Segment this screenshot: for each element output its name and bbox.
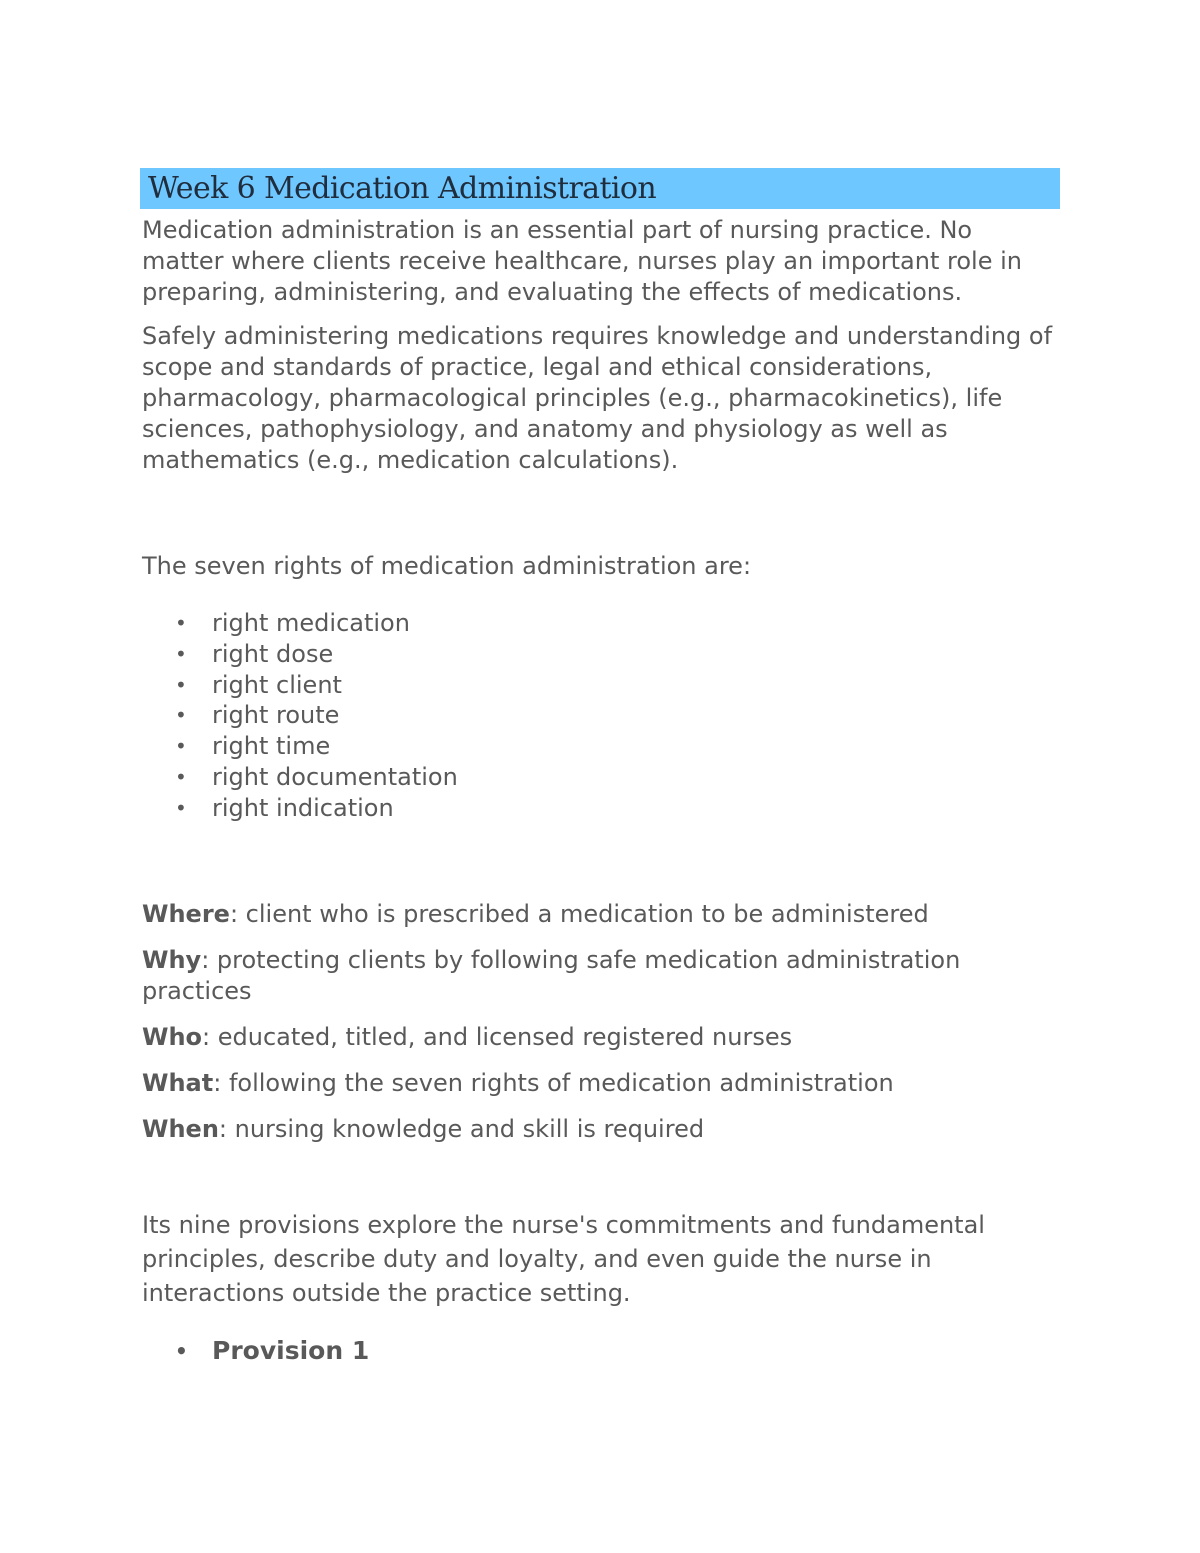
qa-label: Why — [142, 945, 202, 974]
list-item — [142, 700, 1060, 731]
qa-text: : educated, titled, and licensed registered nurses — [202, 1022, 793, 1051]
bullet-icon: • — [175, 764, 187, 789]
qa-text: : client who is prescribed a medication to be administered — [229, 899, 929, 928]
list-item-text: right dose — [212, 639, 334, 668]
qa-text: : protecting clients by following safe medication administration practices — [142, 945, 961, 1005]
qa-text: : nursing knowledge and skill is required — [218, 1114, 705, 1143]
list-item — [142, 670, 1060, 701]
qa-when — [142, 1114, 1060, 1145]
bullet-icon: • — [175, 734, 187, 759]
bullet-icon: • — [175, 795, 187, 820]
document-page — [142, 168, 1060, 1368]
bullet-icon: • — [175, 1338, 188, 1363]
list-item — [142, 793, 1060, 824]
qa-where — [142, 899, 1060, 930]
qa-why — [142, 945, 1060, 1007]
list-item — [142, 731, 1060, 762]
qa-label: What — [142, 1068, 214, 1097]
qa-text: : following the seven rights of medication administration — [213, 1068, 894, 1097]
provisions-paragraph: Its nine provisions explore the nurse's commitments and fundamental principles, describe duty and loyalty, and even guide the nurse in interactions outside the practice setting. — [142, 1210, 985, 1307]
list-item-text: right time — [212, 732, 331, 761]
provision-label: Provision 1 — [212, 1335, 370, 1365]
list-item — [142, 762, 1060, 793]
qa-what — [142, 1068, 1060, 1099]
provisions-list — [142, 1334, 1060, 1368]
qa-label: Where — [142, 899, 230, 928]
list-item — [142, 608, 1060, 639]
rights-intro: The seven rights of medication administration are: — [142, 552, 752, 580]
list-item — [142, 639, 1060, 670]
intro-paragraph: Medication administration is an essential part of nursing practice. No matter where clients receive healthcare, nurses play an important role in preparing, administering, and evaluating the effects of medications. — [142, 216, 1022, 306]
qa-who — [142, 1022, 1060, 1053]
bullet-icon: • — [175, 672, 187, 697]
list-item-text: right indication — [212, 793, 394, 822]
title-highlight — [140, 168, 1060, 209]
qa-label: Who — [142, 1022, 203, 1051]
list-item-text: right documentation — [212, 762, 458, 791]
list-item — [142, 1334, 1060, 1368]
list-item-text: right route — [212, 701, 340, 730]
qa-label: When — [142, 1114, 219, 1143]
knowledge-paragraph: Safely administering medications requires knowledge and understanding of scope and standards of practice, legal and ethical considerations, pharmacology, pharmacological principles (e.g., pharmacokinetics), life sciences, pathophysiology, and anatomy and physiology as well as mathematics (e.g., medication calculations). — [142, 322, 1053, 474]
list-item-text: right medication — [212, 609, 410, 637]
bullet-icon: • — [175, 703, 187, 728]
bullet-icon: • — [175, 611, 187, 635]
rights-list — [142, 608, 1060, 824]
page-title: Week 6 Medication Administration — [148, 171, 657, 206]
bullet-icon: • — [175, 641, 187, 666]
list-item-text: right client — [212, 670, 342, 699]
